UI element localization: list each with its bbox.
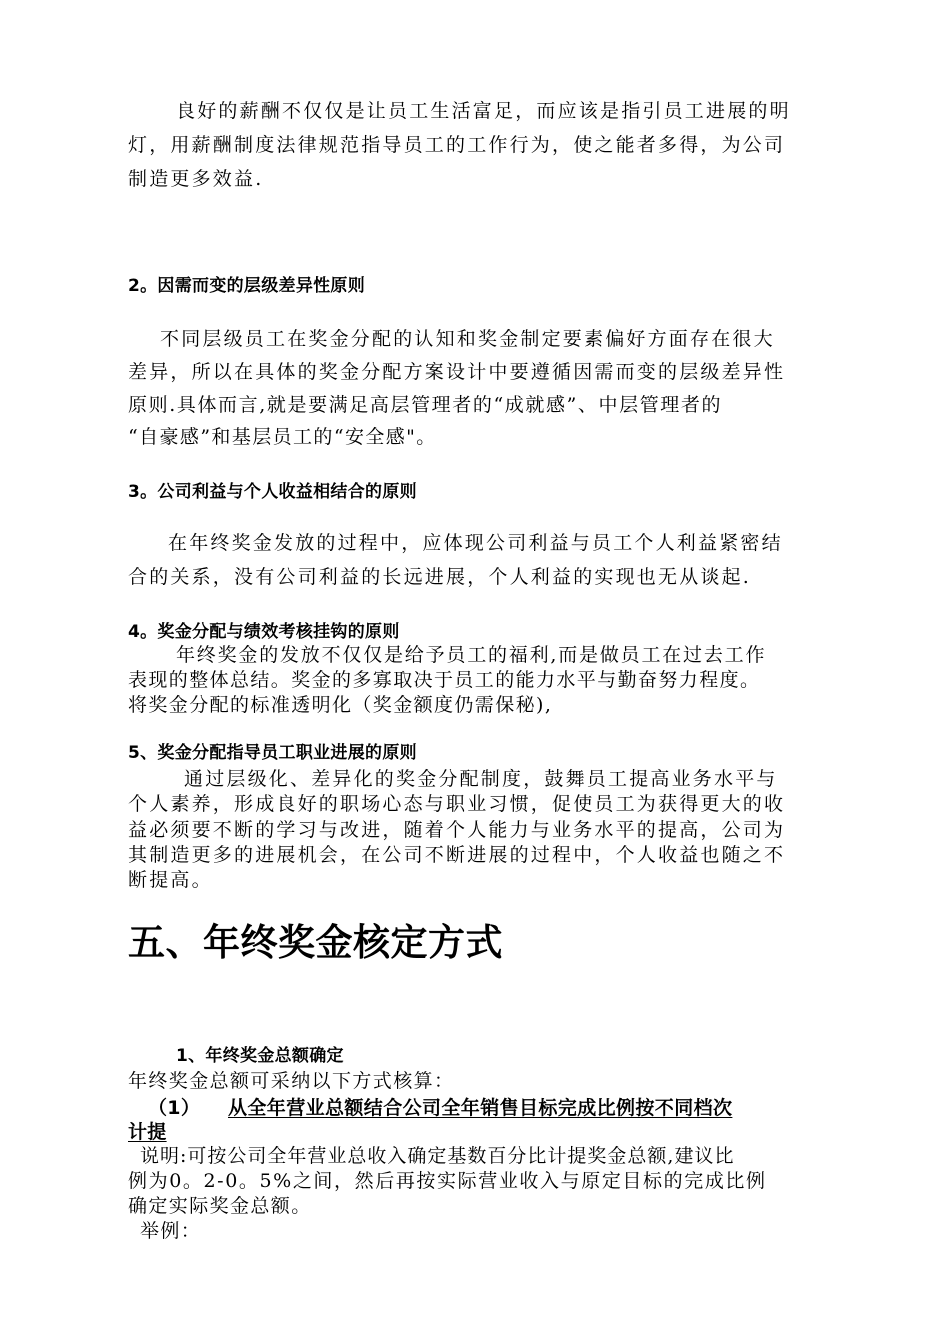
section2-line-1: 不同层级员工在奖金分配的认知和奖金制定要素偏好方面存在很大: [160, 328, 775, 350]
section-heading-4: 4。奖金分配与绩效考核挂钩的原则: [128, 622, 400, 642]
section5-line-2: 个人素养，形成良好的职场心态与职业习惯，促使员工为获得更大的收: [128, 793, 786, 815]
section4-line-2: 表现的整体总结。奖金的多寡取决于员工的能力水平与勤奋努力程度。: [128, 669, 761, 691]
section2-line-3: 原则.具体而言,就是要满足高层管理者的“成就感”、中层管理者的: [128, 394, 723, 416]
method-title-line-2: 计提: [128, 1121, 167, 1143]
section-heading-5: 5、奖金分配指导员工职业进展的原则: [128, 743, 417, 763]
intro-line-3: 制造更多效益.: [128, 168, 264, 190]
section-heading-3: 3。公司利益与个人收益相结合的原则: [128, 482, 417, 502]
method-title-line-1: 从全年营业总额结合公司全年销售目标完成比例按不同档次: [228, 1097, 733, 1119]
section4-line-1: 年终奖金的发放不仅仅是给予员工的福利,而是做员工在过去工作: [176, 644, 767, 666]
example-label: 举例：: [140, 1220, 202, 1242]
section4-line-3: 将奖金分配的标准透明化（奖金额度仍需保秘),: [128, 694, 553, 716]
intro-line-2: 灯，用薪酬制度法律规范指导员工的工作行为，使之能者多得，为公司: [128, 134, 786, 156]
chapter-title: 五、年终奖金核定方式: [128, 921, 503, 964]
intro-line-1: 良好的薪酬不仅仅是让员工生活富足，而应该是指引员工进展的明: [176, 100, 791, 122]
section3-line-1: 在年终奖金发放的过程中，应体现公司利益与员工个人利益紧密结: [168, 532, 783, 554]
subsection-heading-1: 1、年终奖金总额确定: [176, 1046, 344, 1066]
section5-line-5: 断提高。: [128, 869, 213, 891]
section5-line-4: 其制造更多的进展机会，在公司不断进展的过程中，个人收益也随之不: [128, 844, 786, 866]
section5-line-1: 通过层级化、差异化的奖金分配制度，鼓舞员工提高业务水平与: [184, 768, 778, 790]
note-line-3: 确定实际奖金总额。: [128, 1195, 312, 1217]
note-line-1: 说明:可按公司全年营业总收入确定基数百分比计提奖金总额,建议比: [140, 1145, 735, 1167]
section2-line-2: 差异，所以在具体的奖金分配方案设计中要遵循因需而变的层级差异性: [128, 361, 786, 383]
section2-line-4: “自豪感”和基层员工的“安全感"。: [128, 426, 437, 448]
method-number: （1）: [148, 1097, 201, 1119]
section3-line-2: 合的关系，没有公司利益的长远进展，个人利益的实现也无从谈起.: [128, 566, 752, 588]
note-line-2: 例为0。2-0。5%之间，然后再按实际营业收入与原定目标的完成比例: [128, 1170, 767, 1192]
section-heading-2: 2。因需而变的层级差异性原则: [128, 276, 366, 296]
subsection-intro: 年终奖金总额可采纳以下方式核算：: [128, 1070, 455, 1092]
section5-line-3: 益必须要不断的学习与改进，随着个人能力与业务水平的提高，公司为: [128, 819, 786, 841]
